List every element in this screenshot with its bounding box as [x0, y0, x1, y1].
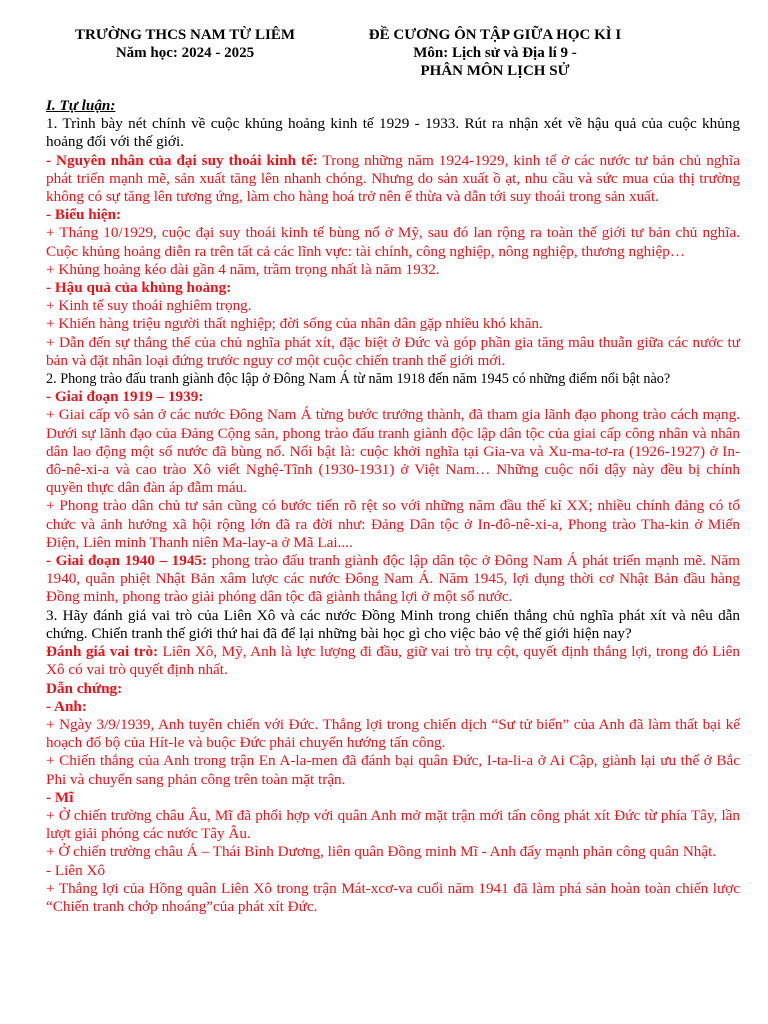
q3-us-label: - Mĩ — [46, 788, 74, 806]
q2-period1-p2: + Phong trào dân chủ tư sản cũng có bước tiến rõ rệt so với những năm đầu thế kỉ XX; nhiều chính đảng có tổ chức và ảnh hưởng xã hội rộng lớn đã ra đời như: Đảng Dân tộc ở In-đô-nê-xi-a, Phong trào Tha-kin ở Miến Điện, Liên minh Thanh niên Ma-lay-a ở Mã Lai.... — [46, 497, 740, 551]
document-body — [46, 97, 740, 916]
q1-sign-2: + Khủng hoảng kéo dài gần 4 năm, trầm trọng nhất là năm 1932. — [46, 260, 440, 278]
q2-period1-p1: + Giai cấp vô sản ở các nước Đông Nam Á từng bước trưởng thành, đã tham gia lãnh đạo phong trào cách mạng. Dưới sự lãnh đạo của Đảng Cộng sản, phong trào đấu tranh giành độc lập dân tộc của giai cấp công nhân và nhân dân lao động một số nước đã bùng nổ. Nổi bật là: cuộc khởi nghĩa tại Gia-va và Xu-ma-tơ-ra (1926-1927) ở In-đô-nê-xi-a và cao trào Xô viết Nghệ-Tĩnh (1930-1931) ở Việt Nam… Những cuộc nổi dậy này đều bị chính quyền thực dân đàn áp đẫm máu. — [46, 406, 740, 497]
section-title: I. Tự luận: — [46, 97, 116, 114]
q3-role-text: Liên Xô, Mỹ, Anh là lực lượng đi đầu, giữ vai trò trụ cột, quyết định thắng lợi, trong đó Liên Xô có vai trò quyết định nhất. — [46, 643, 740, 679]
q1-sign-1: + Tháng 10/1929, cuộc đại suy thoái kinh tế bùng nổ ở Mỹ, sau đó lan rộng ra toàn thế giới tư bản chủ nghĩa. Cuộc khủng hoảng diễn ra trên tất cả các lĩnh vực: tài chính, công nghiệp, nông nghiệp, thương nghiệp… — [46, 224, 740, 260]
subject-part: PHÂN MÔN LỊCH SỬ — [420, 63, 570, 79]
q2-period2-label: - Giai đoạn 1940 – 1945: — [46, 552, 208, 570]
q1-cause-text: Trong những năm 1924-1929, kinh tế ở các nước tư bản chủ nghĩa phát triển mạnh mẽ, sản xuất tăng lên nhanh chóng. Nhưng do sản xuất ồ ạt, nhu cầu và sức mua của thị trường không có sự tăng lên tương ứng, làm cho hàng hoá trở nên ế thừa và dẫn tới suy thoái trong sản xuất. — [46, 151, 740, 206]
q1-cause — [46, 152, 740, 207]
q3-role-label: Đánh giá vai trò: — [46, 643, 159, 661]
document-header — [0, 26, 768, 86]
q3-role — [46, 643, 740, 679]
q1-result-2: + Khiến hàng triệu người thất nghiệp; đời sống của nhân dân gặp nhiều khó khăn. — [46, 315, 543, 333]
q3-ussr-label: - Liên Xô — [46, 861, 106, 879]
q1-cause-label: - Nguyên nhân của đại suy thoái kinh tế: — [46, 151, 318, 169]
q3-ussr-1: + Thắng lợi của Hồng quân Liên Xô trong trận Mát-xcơ-va cuối năm 1941 đã làm phá sản hoàn toàn chiến lược “Chiến tranh chớp nhoáng”của phát xít Đức. — [46, 879, 740, 915]
q3-us-2: + Ở chiến trường châu Á – Thái Bình Dương, liên quân Đồng minh Mĩ - Anh đẩy mạnh phản công quân Nhật. — [46, 843, 717, 861]
q1-result-label: - Hậu quả của khủng hoảng: — [46, 279, 232, 297]
document-title: ĐỀ CƯƠNG ÔN TẬP GIỮA HỌC KÌ I — [368, 27, 622, 43]
header-left — [40, 26, 330, 62]
q3-us-1: + Ở chiến trường châu Âu, Mĩ đã phối hợp với quân Anh mở mặt trận mới tấn công phát xít Đức từ phía Tây, lần lượt giải phóng các nước Tây Âu. — [46, 806, 740, 843]
q2-period2 — [46, 552, 740, 607]
q2-period2-text: phong trào đấu tranh giành độc lập dân tộc ở Đông Nam Á phát triển mạnh mẽ. Năm 1940, quân phiệt Nhật Bản xâm lược các nước Đông Nam Á. Năm 1945, lợi dụng thời cơ Nhật Bản đầu hàng Đồng minh, phong trào giải phóng dân tộc đã giành thắng lợi ở một số nước. — [46, 552, 740, 606]
q1-result-3: + Dẫn đến sự thắng thế của chủ nghĩa phát xít, đặc biệt ở Đức và góp phần gia tăng mâu thuẫn giữa các nước tư bản và đặt nhân loại đứng trước nguy cơ một cuộc chiến tranh thế giới mới. — [46, 333, 740, 369]
subject-line: Môn: Lịch sử và Địa lí 9 - — [413, 45, 577, 61]
school-name: TRƯỜNG THCS NAM TỪ LIÊM — [74, 27, 296, 43]
question-2: 2. Phong trào đấu tranh giành độc lập ở Đông Nam Á từ năm 1918 đến năm 1945 có những điểm nổi bật nào? — [46, 371, 671, 388]
question-1: 1. Trình bày nét chính về cuộc khủng hoảng kinh tế 1929 - 1933. Rút ra nhận xét về hậu quả của cuộc khủng hoảng đối với thế giới. — [46, 115, 740, 151]
q3-uk-label: - Anh: — [46, 697, 87, 715]
question-3: 3. Hãy đánh giá vai trò của Liên Xô và các nước Đồng Minh trong chiến thắng chủ nghĩa phát xít và nêu dẫn chứng. Chiến tranh thế giới thứ hai đã để lại những bài học gì cho việc bảo vệ thế giới hiện nay? — [46, 606, 740, 642]
q3-evidence-label: Dẫn chứng: — [46, 679, 123, 697]
q3-uk-2: + Chiến thắng của Anh trong trận En A-la-men đã đánh bại quân Đức, I-ta-li-a ở Ai Cập, giành lại ưu thế ở Bắc Phi và chuyển sang phản công trên toàn mặt trận. — [46, 752, 740, 788]
q2-period1-label: - Giai đoạn 1919 – 1939: — [46, 388, 204, 406]
q1-sign-label: - Biểu hiện: — [46, 206, 122, 224]
header-right — [340, 26, 650, 80]
q3-uk-1: + Ngày 3/9/1939, Anh tuyên chiến với Đức. Thắng lợi trong chiến dịch “Sư tử biển” của Anh đã làm thất bại kế hoạch đổ bộ của Hít-le và buộc Đức phải chuyển hướng tấn công. — [46, 715, 740, 752]
q1-result-1: + Kinh tế suy thoái nghiêm trọng. — [46, 297, 252, 315]
school-year: Năm học: 2024 - 2025 — [115, 45, 255, 61]
